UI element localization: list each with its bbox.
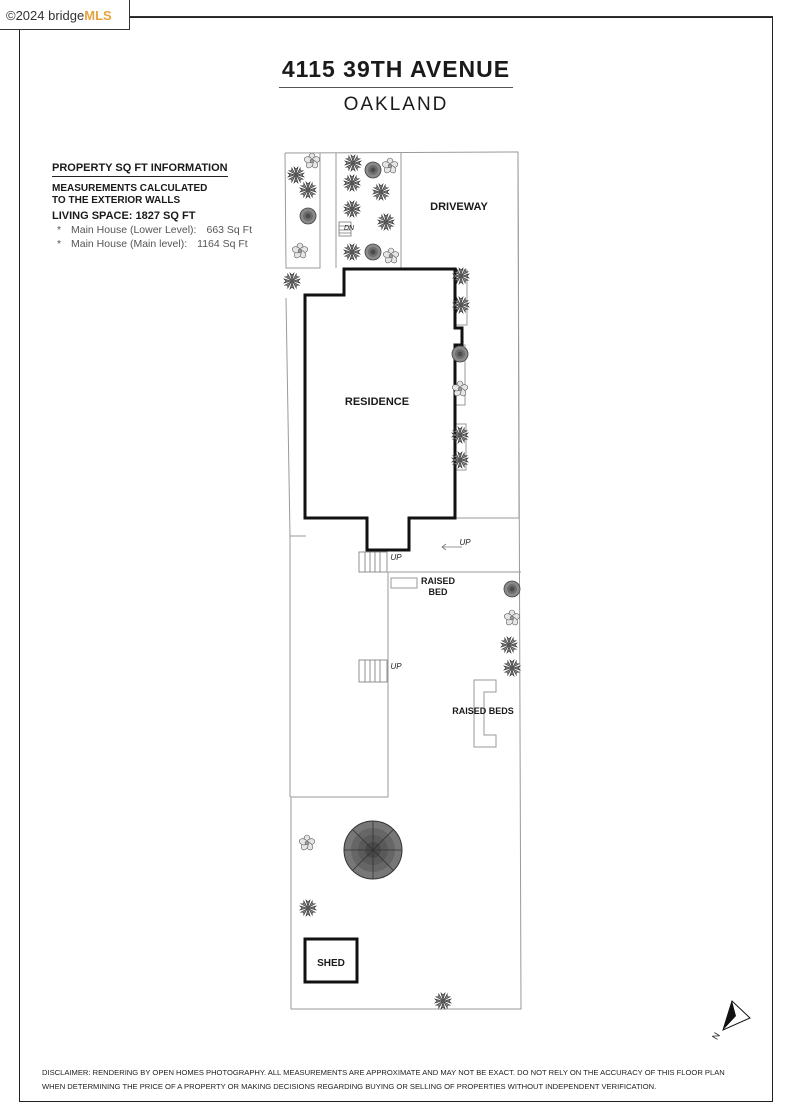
up-stairs-label: UP: [390, 662, 402, 671]
raised-beds-label: RAISED BEDS: [452, 706, 514, 716]
driveway-label: DRIVEWAY: [430, 201, 488, 213]
raised-bed-label-line-1: RAISED: [420, 576, 456, 586]
shed-label: SHED: [317, 958, 345, 969]
residence-label: RESIDENCE: [344, 396, 410, 408]
measurement-note-line-2: TO THE EXTERIOR WALLS: [52, 195, 181, 206]
up-stairs-label: UP: [390, 553, 402, 562]
brand-logo: MLS: [84, 8, 112, 23]
disclaimer-line-2: WHEN DETERMINING THE PRICE OF A PROPERTY OR MAKING DECISIONS REGARDING BUYING OR SELLING OF PROPERTIES WITHOUT INDEPENDENT VERIFICATION.: [42, 1082, 657, 1091]
residence-outline: [305, 269, 462, 550]
copyright-text: ©2024 bridge: [6, 8, 85, 23]
sqft-row-label: Main House (Main level):: [71, 238, 188, 250]
sqft-row-value: 663 Sq Ft: [206, 224, 253, 236]
up-stairs-label: UP: [459, 538, 471, 547]
disclaimer: [42, 1066, 754, 1094]
measurement-note-line-1: MEASUREMENTS CALCULATED: [52, 183, 208, 194]
bullet: *: [57, 224, 62, 236]
north-arrow-icon: [723, 1001, 750, 1030]
down-stairs-label: DN: [343, 225, 355, 232]
page-title: 4115 39TH AVENUE: [281, 56, 511, 82]
sqft-row-value: 1164 Sq Ft: [197, 238, 248, 250]
raised-bed-label-line-2: BED: [428, 587, 448, 597]
copyright-badge: [0, 0, 130, 30]
compass-label: N: [710, 1030, 722, 1042]
living-space: LIVING SPACE: 1827 SQ FT: [52, 210, 196, 222]
city-subtitle: OAKLAND: [343, 94, 449, 115]
disclaimer-line-1: DISCLAIMER: RENDERING BY OPEN HOMES PHOTOGRAPHY. ALL MEASUREMENTS ARE APPROXIMATE AND MAY NOT BE EXACT. DO NOT RELY ON THE ACCURACY OF THIS FLOOR PLAN: [42, 1068, 725, 1077]
info-heading: PROPERTY SQ FT INFORMATION: [52, 162, 228, 177]
sqft-row-label: Main House (Lower Level):: [71, 224, 197, 236]
bullet: *: [57, 238, 62, 250]
